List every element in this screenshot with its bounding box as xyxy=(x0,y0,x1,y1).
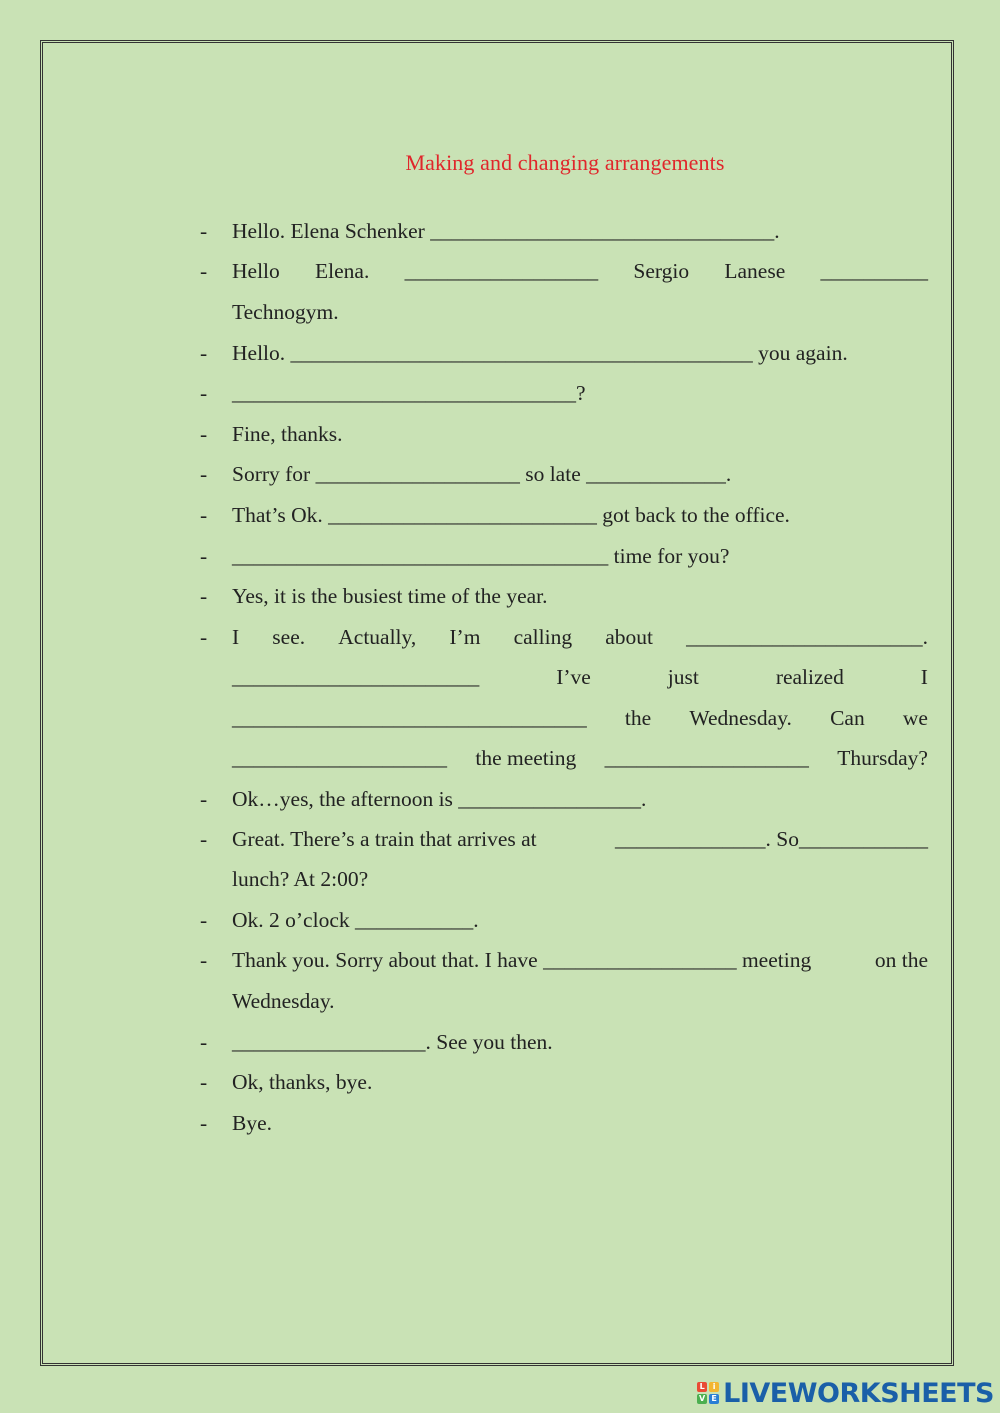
dialogue-line xyxy=(232,705,928,731)
dialogue-line: lunch? At 2:00? xyxy=(232,867,369,891)
liveworksheets-wordmark: LIVEWORKSHEETS xyxy=(723,1377,994,1409)
line-dash: - xyxy=(200,1111,208,1135)
dialogue-word: realized xyxy=(775,665,844,689)
line-dash: - xyxy=(200,827,208,851)
dialogue-word: Great. There’s a train that arrives at xyxy=(232,827,537,851)
line-dash: - xyxy=(200,381,208,405)
worksheet-title: Making and changing arrangements xyxy=(405,150,725,175)
dialogue-word: ____________________ xyxy=(232,746,447,770)
dialogue-word: the xyxy=(624,706,652,730)
logo-tile-1: L xyxy=(697,1382,707,1392)
line-dash: - xyxy=(200,1070,208,1094)
dialogue-word: Hello xyxy=(232,259,280,283)
dialogue-word: ______________________. xyxy=(686,625,928,649)
dialogue-line: ___________________________________ time for you? xyxy=(232,544,730,568)
dialogue-line: ________________________________? xyxy=(232,381,586,405)
dialogue-word: __________________ xyxy=(404,259,599,283)
dialogue-line: Ok. 2 o’clock ___________. xyxy=(232,908,479,932)
dialogue-line: Hello. Elena Schenker ________________________________. xyxy=(232,219,780,243)
dialogue-line: That’s Ok. _________________________ got back to the office. xyxy=(232,503,790,527)
dialogue-word: Thank you. Sorry about that. I have __________________ meeting xyxy=(232,948,812,972)
dialogue-word: Lanese xyxy=(724,259,786,283)
line-dash: - xyxy=(200,908,208,932)
dialogue-word: I’ve xyxy=(556,665,591,689)
dialogue-line: Sorry for ___________________ so late _____________. xyxy=(232,462,732,486)
line-dash: - xyxy=(200,219,208,243)
dialogue-line: Wednesday. xyxy=(232,989,335,1013)
line-dash: - xyxy=(200,625,208,649)
dialogue-line: Ok…yes, the afternoon is _________________. xyxy=(232,787,647,811)
line-dash: - xyxy=(200,584,208,608)
dialogue-word: I xyxy=(920,665,928,689)
dialogue-word: calling xyxy=(513,625,573,649)
dialogue-word: I xyxy=(232,625,240,649)
logo-tile-2: i xyxy=(709,1382,719,1392)
dialogue-word: ______________. So____________ xyxy=(615,827,928,851)
dialogue-word: ___________________ xyxy=(604,746,809,770)
dialogue-word: Actually, xyxy=(338,625,417,649)
dialogue-word: the meeting xyxy=(475,746,577,770)
line-dash: - xyxy=(200,341,208,365)
dialogue-line: __________________. See you then. xyxy=(232,1030,553,1054)
dialogue-line: Ok, thanks, bye. xyxy=(232,1070,373,1094)
dialogue-word: Elena. xyxy=(315,259,370,283)
line-dash: - xyxy=(200,422,208,446)
dialogue-line xyxy=(232,664,928,690)
logo-tile-4: E xyxy=(709,1394,719,1404)
dialogue-line: Hello. ___________________________________________ you again. xyxy=(232,341,848,365)
dialogue-word: on the xyxy=(874,948,928,972)
dialogue-line xyxy=(232,745,928,771)
dialogue-word: I’m xyxy=(449,625,481,649)
dialogue-line: Technogym. xyxy=(232,300,339,324)
dialogue-word: Thursday? xyxy=(837,746,928,770)
dialogue-line xyxy=(232,826,928,852)
dialogue-word: Can xyxy=(830,706,865,730)
dialogue-line xyxy=(232,624,928,650)
dialogue-word: about xyxy=(605,625,653,649)
dialogue-line xyxy=(232,947,928,973)
dialogue-line: Yes, it is the busiest time of the year. xyxy=(232,584,548,608)
dialogue-line: Bye. xyxy=(232,1111,273,1135)
line-dash: - xyxy=(200,787,208,811)
dialogue-line xyxy=(232,258,928,284)
line-dash: - xyxy=(200,462,208,486)
dialogue-word: __________ xyxy=(820,259,928,283)
dialogue-word: just xyxy=(667,665,699,689)
dialogue-word: Wednesday. xyxy=(689,706,792,730)
line-dash: - xyxy=(200,1030,208,1054)
line-dash: - xyxy=(200,544,208,568)
line-dash: - xyxy=(200,259,208,283)
liveworksheets-logo-icon xyxy=(697,1382,719,1404)
dialogue-word: see. xyxy=(272,625,306,649)
line-dash: - xyxy=(200,503,208,527)
logo-tile-3: V xyxy=(699,1394,706,1403)
liveworksheets-watermark xyxy=(697,1377,994,1409)
dialogue-word: _________________________________ xyxy=(232,706,587,730)
line-dash: - xyxy=(200,948,208,972)
dialogue-line: Fine, thanks. xyxy=(232,422,343,446)
dialogue-word: Sergio xyxy=(633,259,690,283)
dialogue-word: we xyxy=(902,706,928,730)
dialogue-word: _______________________ xyxy=(232,665,480,689)
